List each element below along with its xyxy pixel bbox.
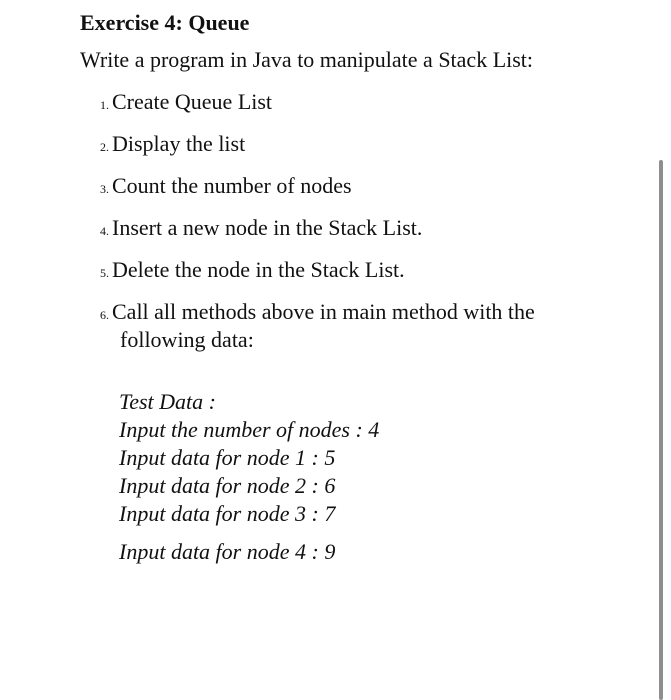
test-data-line: Input data for node 2 : 6 [119, 473, 336, 498]
exercise-intro: Write a program in Java to manipulate a Stack List: [80, 47, 534, 72]
vertical-scrollbar[interactable] [659, 160, 663, 700]
exercise-title: Exercise 4: Queue [80, 10, 250, 35]
list-item-text: Insert a new node in the Stack List. [112, 215, 423, 240]
test-data-line: Input data for node 4 : 9 [119, 539, 336, 564]
test-data-line: Input data for node 1 : 5 [119, 445, 336, 470]
list-item-number: 6. [100, 308, 109, 322]
list-item [100, 256, 600, 287]
test-data-heading: Test Data : [119, 389, 216, 414]
list-item [100, 172, 600, 203]
list-item-number: 5. [100, 266, 109, 280]
list-item-text: Display the list [112, 131, 246, 156]
test-data-line: Input data for node 3 : 7 [119, 501, 336, 526]
list-item-number: 4. [100, 224, 109, 238]
list-item [100, 298, 600, 354]
list-item-text: Call all methods above in main method with the following data: [112, 299, 535, 352]
list-item [100, 214, 600, 245]
test-data-block [119, 388, 379, 566]
task-list [100, 88, 600, 365]
list-item-text: Delete the node in the Stack List. [112, 257, 405, 282]
list-item [100, 130, 600, 161]
list-item-text: Count the number of nodes [112, 173, 352, 198]
list-item-text: Create Queue List [112, 89, 273, 114]
test-data-line: Input the number of nodes : 4 [119, 417, 380, 442]
list-item-number: 3. [100, 182, 109, 196]
list-item [100, 88, 600, 119]
list-item-number: 1. [100, 98, 109, 112]
list-item-number: 2. [100, 140, 109, 154]
